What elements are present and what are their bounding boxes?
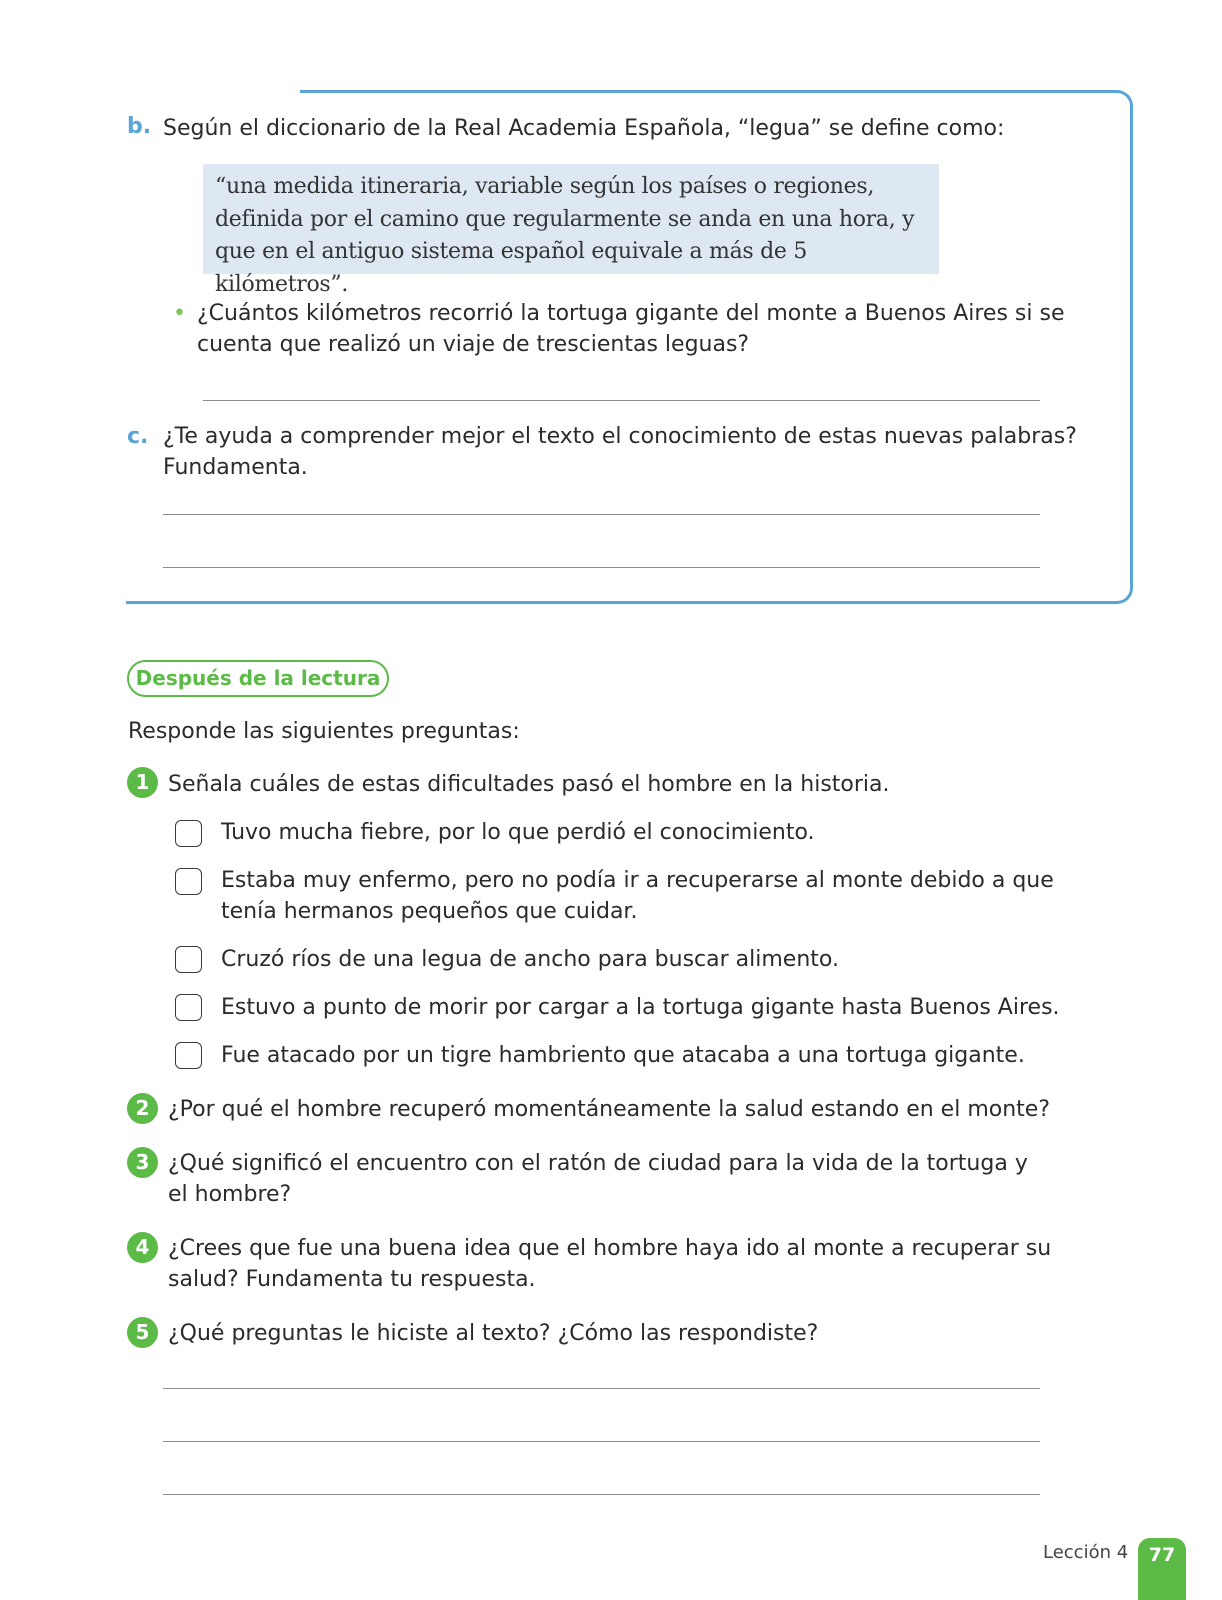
section-c-line: ¿Te ayuda a comprender mejor el texto el conocimiento de estas nuevas palabras?	[163, 424, 1077, 449]
quote-line: que en el antiguo sistema español equivale a más de 5 kilómetros”.	[215, 239, 808, 297]
answer-line-c1[interactable]	[163, 514, 1040, 515]
option-checkbox-1[interactable]	[175, 820, 202, 847]
answer-line-5c[interactable]	[163, 1494, 1040, 1495]
question-number-4: 4	[127, 1232, 158, 1263]
option-2-line: tenía hermanos pequeños que cuidar.	[221, 899, 638, 924]
answer-line-b[interactable]	[203, 400, 1040, 401]
bullet-question	[197, 298, 1117, 360]
quote-line: “una medida itineraria, variable según los países o regiones,	[215, 174, 875, 199]
item-letter-c: c.	[127, 424, 149, 449]
answer-line-5a[interactable]	[163, 1388, 1040, 1389]
question-number-5: 5	[127, 1317, 158, 1348]
section-b-prompt: Según el diccionario de la Real Academia Española, “legua” se define como:	[163, 116, 1005, 141]
question-number-1: 1	[127, 767, 158, 798]
bullet-question-line: cuenta que realizó un viaje de trescientas leguas?	[197, 332, 750, 357]
question-4-line: ¿Crees que fue una buena idea que el hombre haya ido al monte a recuperar su	[168, 1236, 1052, 1261]
question-number-3: 3	[127, 1147, 158, 1178]
section-c-line: Fundamenta.	[163, 455, 308, 480]
question-3-text	[168, 1148, 1108, 1210]
answer-line-5b[interactable]	[163, 1441, 1040, 1442]
question-1-text: Señala cuáles de estas dificultades pasó el hombre en la historia.	[168, 772, 890, 797]
option-1-text: Tuvo mucha fiebre, por lo que perdió el conocimiento.	[221, 820, 815, 845]
bullet-dot: •	[173, 301, 186, 326]
option-checkbox-5[interactable]	[175, 1042, 202, 1069]
question-2-text: ¿Por qué el hombre recuperó momentáneamente la salud estando en el monte?	[168, 1097, 1050, 1122]
option-4-text: Estuvo a punto de morir por cargar a la tortuga gigante hasta Buenos Aires.	[221, 995, 1060, 1020]
question-4-line: salud? Fundamenta tu respuesta.	[168, 1267, 536, 1292]
frame-mask	[126, 88, 300, 96]
option-2-text	[221, 865, 1121, 927]
page-number: 77	[1138, 1538, 1186, 1600]
item-letter-b: b.	[127, 114, 152, 139]
lesson-label: Lección 4	[1043, 1542, 1129, 1563]
quote-line: definida por el camino que regularmente se anda en una hora, y	[215, 206, 915, 232]
question-5-text: ¿Qué preguntas le hiciste al texto? ¿Cómo las respondiste?	[168, 1321, 819, 1346]
option-5-text: Fue atacado por un tigre hambriento que atacaba a una tortuga gigante.	[221, 1043, 1025, 1068]
after-reading-badge: Después de la lectura	[127, 660, 389, 697]
option-checkbox-3[interactable]	[175, 946, 202, 973]
definition-quote	[203, 164, 939, 297]
option-2-line: Estaba muy enfermo, pero no podía ir a recuperarse al monte debido a que	[221, 868, 1054, 893]
question-4-text	[168, 1233, 1108, 1295]
bullet-question-line: ¿Cuántos kilómetros recorrió la tortuga gigante del monte a Buenos Aires si se	[197, 301, 1065, 326]
question-number-2: 2	[127, 1093, 158, 1124]
answer-line-c2[interactable]	[163, 567, 1040, 568]
option-checkbox-2[interactable]	[175, 868, 202, 895]
option-checkbox-4[interactable]	[175, 994, 202, 1021]
question-3-line: el hombre?	[168, 1182, 292, 1207]
section-c-question	[163, 421, 1123, 483]
instruction-text: Responde las siguientes preguntas:	[128, 719, 520, 744]
option-3-text: Cruzó ríos de una legua de ancho para buscar alimento.	[221, 947, 839, 972]
question-3-line: ¿Qué significó el encuentro con el ratón de ciudad para la vida de la tortuga y	[168, 1151, 1028, 1176]
